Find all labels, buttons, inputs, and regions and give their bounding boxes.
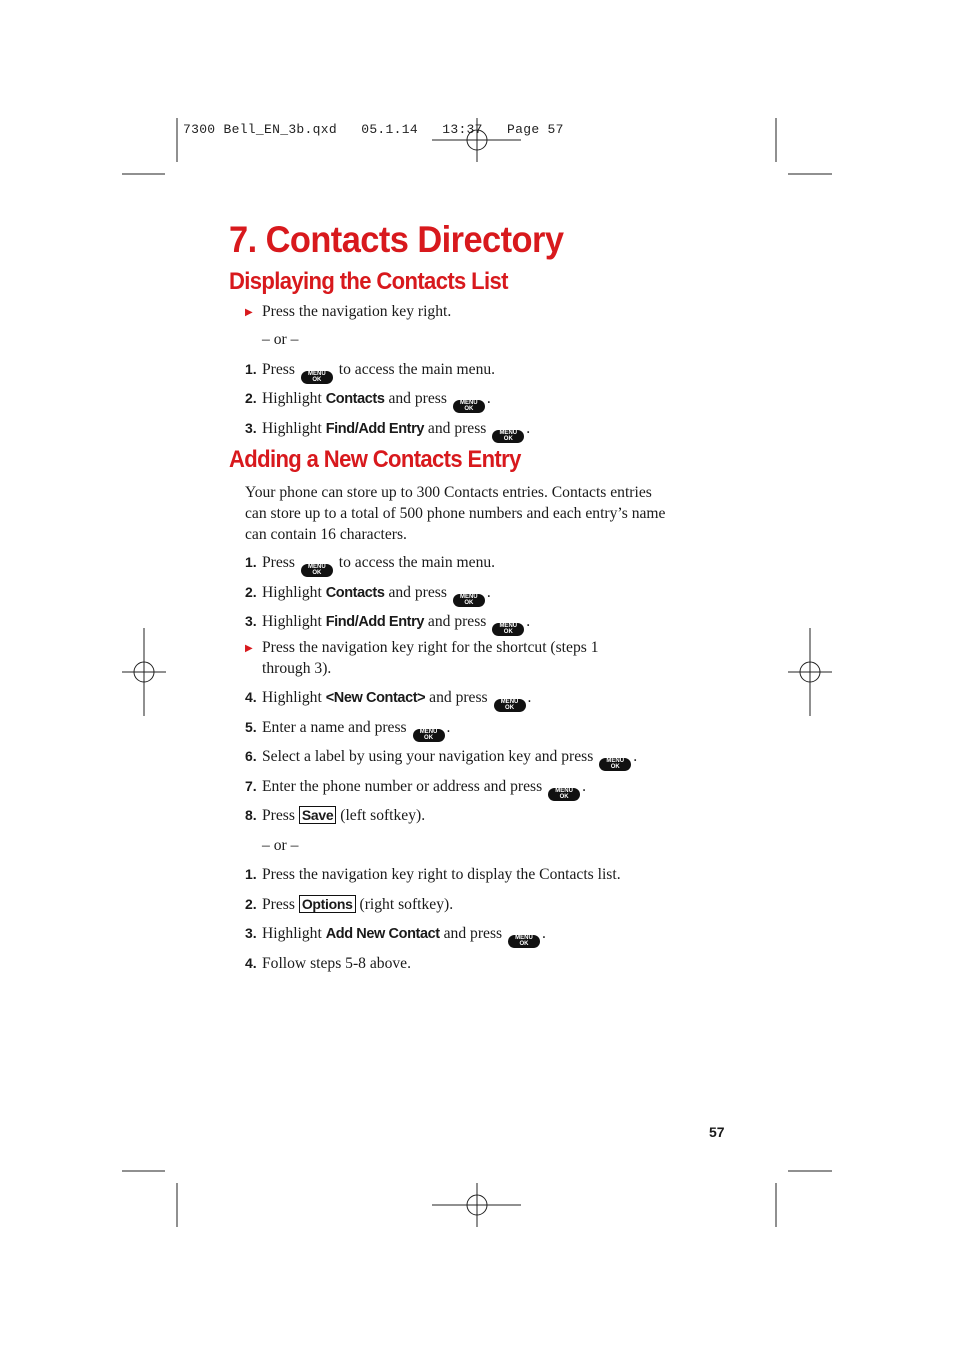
section-title-adding: Adding a New Contacts Entry <box>229 446 521 473</box>
softkey-save: Save <box>299 806 337 824</box>
menu-item-name: Add New Contact <box>325 926 440 942</box>
step-item: 2. Press Options (right softkey). <box>245 896 454 913</box>
page-number: 57 <box>709 1124 725 1140</box>
file-slug: 7300 Bell_EN_3b.qxd 05.1.14 13:37 Page 57 <box>183 122 564 137</box>
shortcut-tip: ▶ Press the navigation key right for the shortcut (steps 1 through 3). <box>245 639 599 677</box>
step-item: 1. Press MENU OK to access the main menu. <box>245 554 496 576</box>
menu-ok-key-icon: MENU OK <box>453 400 485 413</box>
step-item: 1. Press MENU OK to access the main menu. <box>245 361 496 383</box>
menu-ok-key-icon: MENU OK <box>301 371 333 384</box>
bullet-text: Press the navigation key right. <box>262 303 452 320</box>
chapter-title: 7. Contacts Directory <box>229 219 564 260</box>
or-separator: – or – <box>262 331 299 348</box>
menu-ok-key-icon: MENU OK <box>494 699 526 712</box>
step-item: 3. Highlight Find/Add Entry and press MENU OK . <box>245 420 531 442</box>
menu-ok-key-icon: MENU OK <box>599 758 631 771</box>
step-item: 6. Select a label by using your navigation key and press MENU OK . <box>245 748 638 770</box>
or-separator: – or – <box>262 837 299 854</box>
menu-item-name: Contacts <box>325 391 385 407</box>
step-item: 2. Highlight Contacts and press MENU OK . <box>245 390 491 412</box>
step-item: 4. Highlight <New Contact> and press MENU OK . <box>245 689 532 711</box>
step-item: 7. Enter the phone number or address and press MENU OK . <box>245 778 586 800</box>
menu-item-name: <New Contact> <box>325 690 426 706</box>
menu-item-name: Contacts <box>325 585 385 601</box>
step-item: 3. Highlight Find/Add Entry and press MENU OK . <box>245 613 531 635</box>
step-item: 1. Press the navigation key right to display the Contacts list. <box>245 866 621 883</box>
menu-ok-key-icon: MENU OK <box>413 729 445 742</box>
menu-ok-key-icon: MENU OK <box>548 788 580 801</box>
bullet-arrow-icon: ▶ <box>245 643 253 654</box>
step-item: 2. Highlight Contacts and press MENU OK . <box>245 584 491 606</box>
menu-ok-key-icon: MENU OK <box>508 935 540 948</box>
intro-paragraph: Your phone can store up to 300 Contacts entries. Contacts entries can store up to a total of 500 phone numbers and each entry’s name can contain 16 characters. <box>245 484 666 543</box>
step-item: 3. Highlight Add New Contact and press MENU OK . <box>245 925 546 947</box>
menu-ok-key-icon: MENU OK <box>492 430 524 443</box>
step-item: 5. Enter a name and press MENU OK . <box>245 719 451 741</box>
bullet-arrow-icon: ▶ <box>245 307 253 318</box>
menu-item-name: Find/Add Entry <box>325 614 424 630</box>
step-item: 8. Press Save (left softkey). <box>245 807 426 824</box>
menu-ok-key-icon: MENU OK <box>492 623 524 636</box>
menu-ok-key-icon: MENU OK <box>301 564 333 577</box>
step-item: 4. Follow steps 5-8 above. <box>245 955 411 972</box>
menu-item-name: Find/Add Entry <box>325 421 424 437</box>
bullet-item <box>245 301 685 322</box>
menu-ok-key-icon: MENU OK <box>453 594 485 607</box>
section-title-displaying: Displaying the Contacts List <box>229 268 508 295</box>
softkey-options: Options <box>299 895 356 913</box>
